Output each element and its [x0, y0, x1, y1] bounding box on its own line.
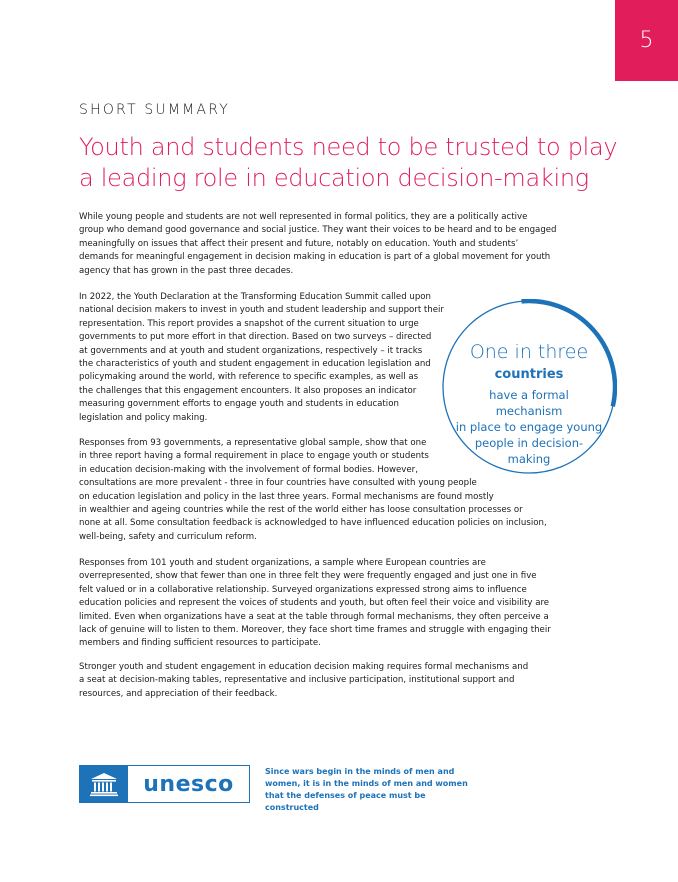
text-line: in education decision-making with the involvement of formal bodies. However, [79, 464, 418, 475]
text-line: felt valued or in a collaborative relationship. Surveyed organizations expressed strong aims to influence [79, 584, 527, 595]
callout-line: have a formal mechanism [489, 388, 569, 418]
callout-emphasis: countries [494, 367, 564, 382]
text-line: resources, and appreciation of their feedback. [79, 688, 278, 699]
callout-description [455, 387, 603, 467]
motto-line: women, it is in the minds of men and women [265, 779, 468, 788]
callout-line: in place to engage young [455, 420, 603, 434]
text-line: in wealthier and ageing countries while the rest of the world either has loose consultation processes or [79, 505, 523, 516]
text-line: in three report having a formal requirement in place to engage youth or students [79, 451, 429, 462]
text-line: Responses from 93 governments, a representative global sample, show that one [79, 438, 427, 448]
text-line: on education legislation and policy in the last three years. Formal mechanisms are found mostly [79, 491, 494, 502]
text-line: lack of genuine will to listen to them. Moreover, they face short time frames and struggle with engaging their [79, 625, 551, 636]
text-line: at governments and at youth and student organizations, respectively – it tracks [79, 345, 423, 356]
text-line: limited. Even when organizations have a seat at the table through formal mechanisms, they often perceive a [79, 611, 549, 622]
text-line: policymaking around the world, with reference to specific examples, as well as [79, 372, 419, 383]
callout-headline: One in three [469, 341, 589, 363]
statistic-callout [441, 299, 617, 475]
text-line: the characteristics of youth and student engagement in education legislation and [79, 359, 431, 370]
motto-line: that the defenses of peace must be constructed [265, 791, 426, 812]
page-title: Youth and students need to be trusted to play a leading role in education decision-making [79, 133, 618, 192]
section-kicker: SHORT SUMMARY [79, 102, 230, 118]
unesco-logo [79, 765, 250, 803]
paragraph-declaration [79, 291, 444, 425]
text-line: measuring government efforts to engage youth and students in education [79, 399, 399, 410]
text-line: overrepresented, show that fewer than one in three felt they were frequently engaged and just one in five [79, 571, 537, 582]
paragraph-organizations [79, 557, 551, 651]
temple-icon [80, 766, 128, 802]
text-line: In 2022, the Youth Declaration at the Transforming Education Summit called upon [79, 292, 431, 302]
text-line: members and finding sufficient resources to participate. [79, 638, 321, 649]
text-line: none at all. Some consultation feedback is acknowledged to have influenced education policies on inclusion, [79, 518, 547, 529]
text-line: national decision makers to invest in youth and student leadership and support their [79, 305, 444, 316]
text-line: Responses from 101 youth and student organizations, a sample where European countries are [79, 558, 486, 568]
page-number-tab [615, 0, 678, 81]
text-line: demands for meaningful engagement in decision making in education is part of a global movement for youth [79, 252, 551, 263]
text-line: Stronger youth and student engagement in education decision making requires formal mechanisms and [79, 662, 529, 672]
text-line: meaningfully on issues that affect their present and future, notably on education. Youth and students’ [79, 238, 519, 249]
text-line: legislation and policy making. [79, 412, 208, 423]
paragraph-conclusion [79, 661, 528, 701]
text-line: the challenges that this engagement encounters. It also proposes an indicator [79, 385, 417, 396]
callout-line: people in decision-making [474, 436, 584, 466]
motto-line: Since wars begin in the minds of men and [265, 767, 455, 776]
text-line: a seat at decision-making tables, representative and inclusive participation, institutional support and [79, 675, 515, 686]
text-line: consultations are more prevalent - three in four countries have consulted with young people [79, 478, 477, 489]
text-line: well-being, safety and curriculum reform. [79, 531, 257, 542]
unesco-motto [265, 766, 475, 814]
text-line: group who demand good governance and social justice. They want their voices to be heard and to be engaged [79, 225, 557, 236]
text-line: While young people and students are not well represented in formal politics, they are a politically active [79, 212, 528, 222]
text-line: agency that has grown in the past three decades. [79, 265, 294, 276]
paragraph-intro [79, 211, 557, 278]
text-line: education policies and represent the voices of students and youth, but often feel their voice and visibility are [79, 598, 550, 609]
page-number: 5 [639, 28, 654, 53]
text-line: representation. This report provides a snapshot of the current situation to urge [79, 318, 419, 329]
text-line: governments to put more effort in that direction. Based on two surveys – directed [79, 332, 432, 343]
unesco-wordmark: unesco [143, 771, 234, 797]
